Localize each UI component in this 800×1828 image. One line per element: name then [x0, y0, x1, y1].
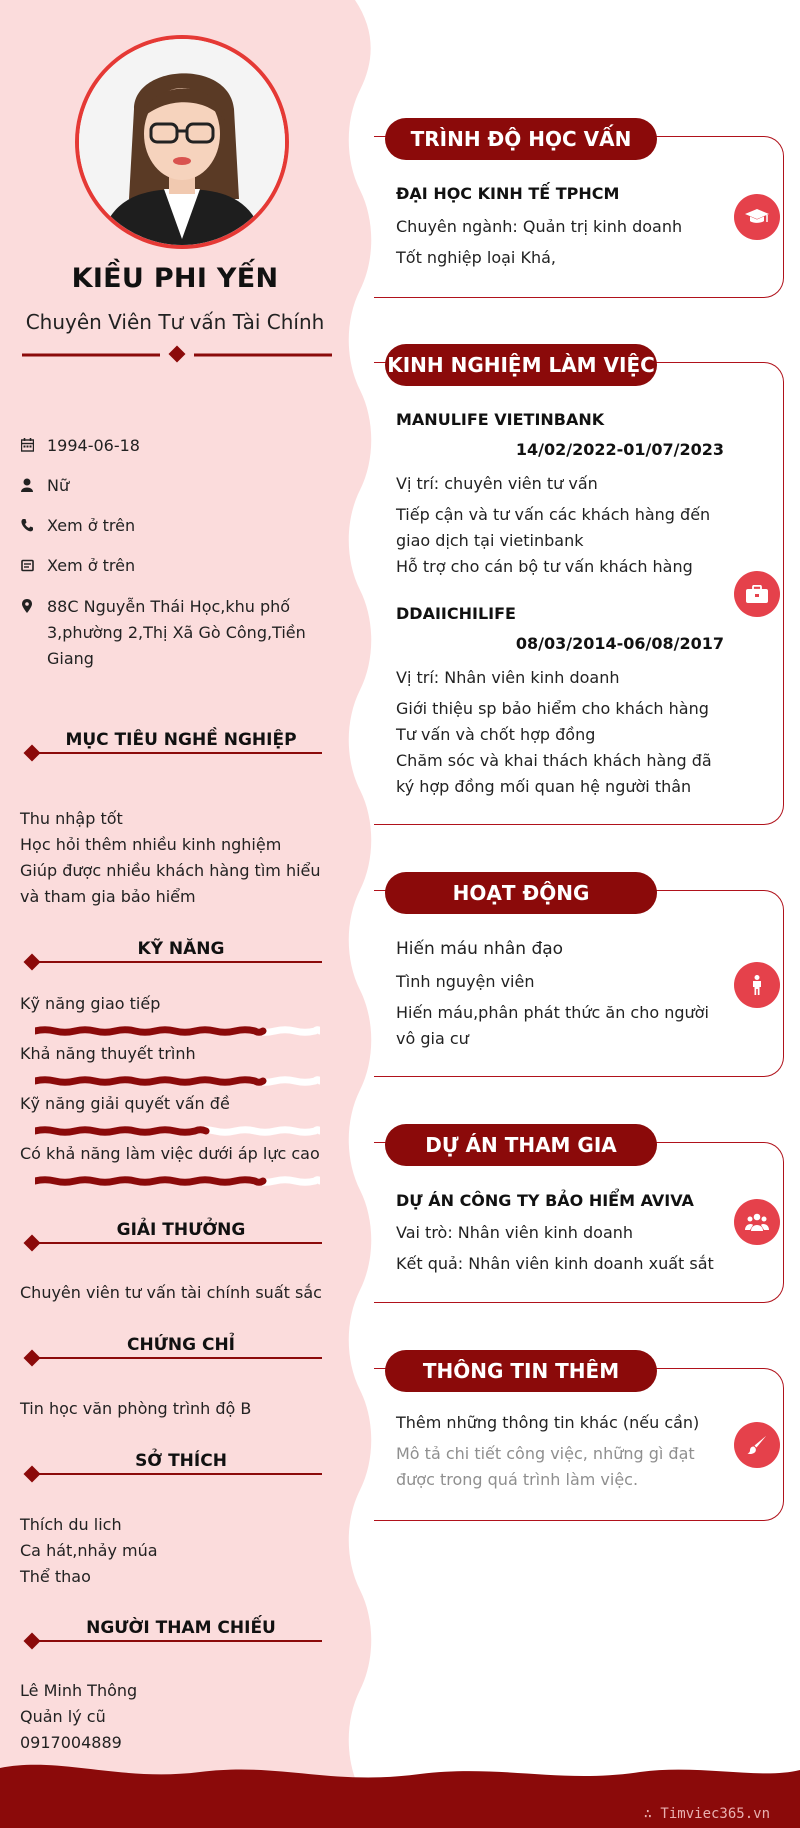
job-period: 08/03/2014-06/08/2017 — [515, 634, 724, 653]
project-result: Kết quả: Nhân viên kinh doanh xuất sắt — [396, 1254, 714, 1273]
skill-name: Khả năng thuyết trình — [20, 1044, 196, 1063]
heading-diamond — [24, 1350, 41, 1367]
references-text — [20, 1678, 325, 1756]
contact-value: 88C Nguyễn Thái Học,khu phố 3,phường 2,Thị Xã Gò Công,Tiền Giang — [47, 597, 306, 668]
activity-line: Hiến máu,phân phát thức ăn cho người vô gia cư — [396, 1003, 709, 1048]
skill-bar — [35, 1024, 320, 1038]
contact-phone — [20, 513, 320, 539]
additional-heading: THÔNG TIN THÊM — [385, 1350, 657, 1392]
heading-diamond — [24, 1633, 41, 1650]
awards-text — [20, 1280, 325, 1306]
references-heading: NGƯỜI THAM CHIẾU — [20, 1618, 322, 1648]
hobbies-heading: SỞ THÍCH — [20, 1451, 322, 1481]
email-icon — [20, 556, 34, 572]
skill-name: Có khả năng làm việc dưới áp lực cao — [20, 1144, 320, 1163]
hobbies-text — [20, 1512, 325, 1590]
contact-birthdate — [20, 433, 320, 459]
sidebar — [0, 0, 360, 1828]
job-company: DDAIICHILIFE — [396, 604, 516, 623]
award-line: Chuyên viên tư vấn tài chính suất sắc — [20, 1283, 322, 1302]
hobby-line: Thể thao — [20, 1567, 91, 1586]
objective-line: Giúp được nhiều khách hàng tìm hiểu và tham gia bảo hiểm — [20, 861, 321, 906]
contact-value: Nữ — [47, 476, 70, 495]
job-position: Vị trí: chuyên viên tư vấn — [396, 474, 598, 493]
skill-name: Kỹ năng giao tiếp — [20, 994, 161, 1013]
job-detail: Tư vấn và chốt hợp đồng — [396, 725, 596, 744]
education-heading: TRÌNH ĐỘ HỌC VẤN — [385, 118, 657, 160]
certificates-text — [20, 1396, 325, 1422]
education-school: ĐẠI HỌC KINH TẾ TPHCM — [396, 184, 620, 203]
job-detail: Giới thiệu sp bảo hiểm cho khách hàng — [396, 699, 709, 718]
skill-bar-fill — [35, 1180, 263, 1183]
education-grade: Tốt nghiệp loại Khá, — [396, 248, 556, 267]
project-role: Vai trò: Nhân viên kinh doanh — [396, 1223, 634, 1242]
skill-bar-fill — [35, 1130, 206, 1133]
avatar — [75, 35, 289, 249]
reference-line: Quản lý cũ — [20, 1707, 106, 1726]
certificate-line: Tin học văn phòng trình độ B — [20, 1399, 252, 1418]
location-icon — [20, 597, 34, 613]
person-standing-icon — [734, 962, 780, 1008]
education-major: Chuyên ngành: Quản trị kinh doanh — [396, 217, 683, 236]
job-company: MANULIFE VIETINBANK — [396, 410, 605, 429]
skill-bar-fill — [35, 1030, 263, 1033]
experience-heading: KINH NGHIỆM LÀM VIỆC — [385, 344, 657, 386]
activity-line: Tình nguyện viên — [396, 972, 535, 991]
candidate-name: KIỀU PHI YẾN — [71, 263, 279, 294]
awards-heading: GIẢI THƯỞNG — [20, 1220, 322, 1250]
skill-bar-fill — [35, 1080, 263, 1083]
skill-bar — [35, 1174, 320, 1188]
heading-diamond — [24, 745, 41, 762]
skills-heading: KỸ NĂNG — [20, 939, 322, 969]
additional-line: Thêm những thông tin khác (nếu cần) — [396, 1413, 700, 1432]
heading-diamond — [24, 1235, 41, 1252]
job-detail: Chăm sóc và khai thách khách hàng đã ký hợp đồng mối quan hệ người thân — [396, 751, 712, 796]
group-icon — [734, 1199, 780, 1245]
objective-text — [20, 806, 325, 910]
job-details — [396, 696, 726, 800]
job-details — [396, 502, 726, 580]
objective-line: Thu nhập tốt — [20, 809, 123, 828]
heading-diamond — [24, 954, 41, 971]
certificates-heading: CHỨNG CHỈ — [20, 1335, 322, 1365]
briefcase-icon — [734, 571, 780, 617]
job-position: Vị trí: Nhân viên kinh doanh — [396, 668, 620, 687]
graduation-cap-icon — [734, 194, 780, 240]
person-icon — [20, 476, 34, 492]
contact-email — [20, 553, 320, 579]
job-detail: Tiếp cận và tư vấn các khách hàng đến giao dịch tại vietinbank — [396, 505, 711, 550]
job-period: 14/02/2022-01/07/2023 — [515, 440, 724, 459]
skill-bar — [35, 1124, 320, 1138]
additional-placeholder: Mô tả chi tiết công việc, những gì đạt được trong quá trình làm việc. — [396, 1444, 695, 1489]
activity-line: Hiến máu nhân đạo — [396, 939, 564, 959]
skill-bar — [35, 1074, 320, 1088]
contact-value: 1994-06-18 — [47, 436, 140, 455]
phone-icon — [20, 516, 34, 532]
activities-heading: HOẠT ĐỘNG — [385, 872, 657, 914]
project-name: DỰ ÁN CÔNG TY BẢO HIỂM AVIVA — [396, 1191, 694, 1210]
contact-gender — [20, 473, 320, 499]
calendar-icon — [20, 436, 34, 452]
objective-heading: MỤC TIÊU NGHỀ NGHIỆP — [20, 730, 322, 760]
reference-line: 0917004889 — [20, 1733, 122, 1752]
brush-icon — [734, 1422, 780, 1468]
hobby-line: Ca hát,nhảy múa — [20, 1541, 158, 1560]
job-detail: Hỗ trợ cho cán bộ tư vấn khách hàng — [396, 557, 693, 576]
projects-heading: DỰ ÁN THAM GIA — [385, 1124, 657, 1166]
job-title: Chuyên Viên Tư vấn Tài Chính — [25, 310, 325, 334]
contact-address — [20, 594, 320, 672]
contact-value: Xem ở trên — [47, 556, 136, 575]
hobby-line: Thích du lich — [20, 1515, 122, 1534]
title-divider — [22, 345, 332, 365]
skill-name: Kỹ năng giải quyết vấn đề — [20, 1094, 230, 1113]
contact-value: Xem ở trên — [47, 516, 136, 535]
brand-watermark: ∴ Timviec365.vn — [643, 1806, 770, 1822]
objective-line: Học hỏi thêm nhiều kinh nghiệm — [20, 835, 282, 854]
reference-line: Lê Minh Thông — [20, 1681, 138, 1700]
heading-diamond — [24, 1466, 41, 1483]
